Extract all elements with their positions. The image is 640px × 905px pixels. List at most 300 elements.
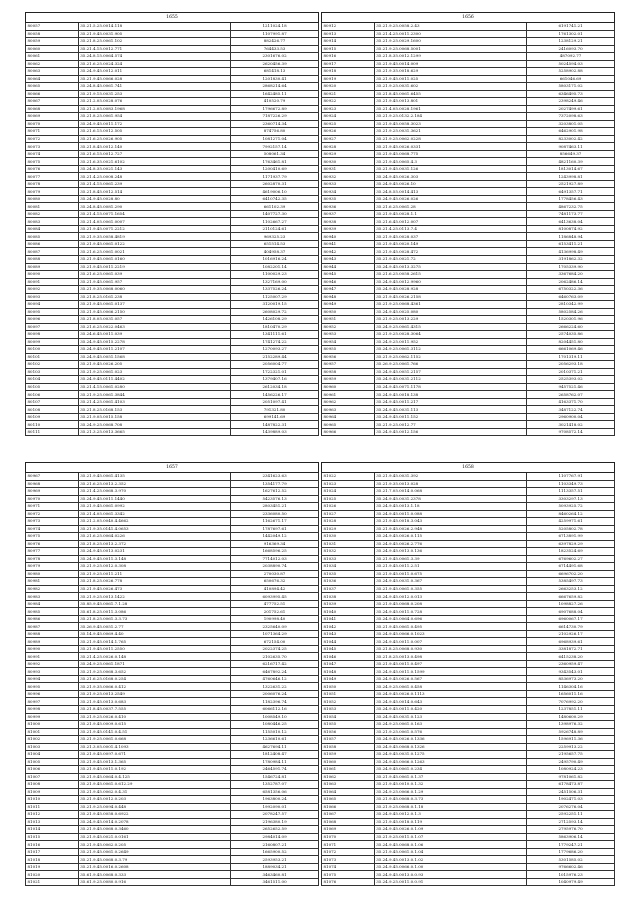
value-cell: 487092.77 — [527, 53, 615, 61]
row-number-cell: 80095 — [26, 308, 79, 316]
row-number-cell: 80938 — [322, 218, 375, 226]
cadastral-number-cell: 35.21.4.15.0061.0280 — [78, 383, 230, 391]
value-cell: 270030.87 — [231, 570, 319, 578]
cadastral-number-cell: 35.21.9.45.0021.0.0161 — [78, 833, 230, 841]
cadastral-number-cell: 35.21.2.05.0028.076 — [78, 98, 230, 106]
value-cell: 661046.69 — [527, 75, 615, 83]
value-cell: 6346495.73 — [527, 90, 615, 98]
value-cell: 882426.77 — [231, 38, 319, 46]
cadastral-number-cell: 35.24.9.45.0015.2278 — [78, 338, 230, 346]
value-cell: 1398976.32 — [527, 721, 615, 729]
row-number-cell: 80070 — [26, 120, 79, 128]
table-row — [26, 218, 319, 226]
value-cell: 2336080.50 — [231, 510, 319, 518]
value-cell: 2056293.18 — [527, 361, 615, 369]
cadastral-number-cell: 35.21.9.25.0031.3621 — [374, 128, 526, 136]
row-number-cell: 80926 — [322, 128, 375, 136]
value-cell: 7992157.14 — [231, 143, 319, 151]
table-row — [322, 105, 615, 113]
value-cell: 1705339.90 — [527, 263, 615, 271]
value-cell: 856649.37 — [527, 150, 615, 158]
value-cell: 1442049.12 — [231, 533, 319, 541]
cadastral-number-cell: 35.21.9.45.0026.0331 — [374, 143, 526, 151]
row-number-cell: 80917 — [322, 60, 375, 68]
cadastral-number-cell: 35.21.8.25.0013.2.372 — [78, 540, 230, 548]
row-number-cell: 80994 — [26, 675, 79, 683]
row-number-cell: 81062 — [322, 773, 375, 781]
value-cell: 1186848.94 — [527, 233, 615, 241]
value-cell: 1546724.81 — [231, 773, 319, 781]
row-number-cell: 81015 — [26, 833, 79, 841]
cadastral-number-cell: 35.21.9.45.0031.126 — [374, 165, 526, 173]
table-row — [26, 788, 319, 796]
cadastral-number-cell: 35.21.4.25.0068.3.970 — [78, 488, 230, 496]
table-header: 1655 — [26, 13, 319, 23]
table-row — [322, 766, 615, 774]
cadastral-number-cell: 35.21.9.45.0011.2.51 — [374, 563, 526, 571]
table-row — [26, 668, 319, 676]
cadastral-number-cell: 35.24.9.45.0064.0.696 — [374, 615, 526, 623]
value-cell: 2341623.63 — [231, 473, 319, 481]
cadastral-number-cell: 35.21.9.35.0018.629 — [374, 68, 526, 76]
table-row — [322, 473, 615, 481]
cadastral-number-cell: 35.21.9.25.0013.2549 — [78, 690, 230, 698]
cadastral-number-cell: 35.21.9.25.0068.4361 — [374, 301, 526, 309]
value-cell: 681418.13 — [231, 68, 319, 76]
cadastral-number-cell: 35.21.9.45.0028.472 — [374, 248, 526, 256]
row-number-cell: 80995 — [26, 683, 79, 691]
row-number-cell: 80072 — [26, 135, 79, 143]
table-row — [322, 23, 615, 31]
value-cell: 2398249.46 — [527, 98, 615, 106]
value-cell: 7481173.77 — [527, 210, 615, 218]
table-row — [26, 766, 319, 774]
row-number-cell: 80098 — [26, 331, 79, 339]
table-row — [26, 683, 319, 691]
value-cell: 1439889.03 — [231, 428, 319, 436]
cadastral-number-cell: 35.21.9.45.0068.0.3460 — [78, 826, 230, 834]
table-row — [322, 316, 615, 324]
row-number-cell: 80993 — [26, 668, 79, 676]
table-row — [26, 811, 319, 819]
value-cell: 508061.34 — [231, 150, 319, 158]
cadastral-number-cell: 35.21.9.45.0061.0992 — [78, 503, 230, 511]
table-row — [322, 803, 615, 811]
value-cell: 2525393.02 — [527, 376, 615, 384]
row-number-cell: 81053 — [322, 705, 375, 713]
row-number-cell: 81008 — [26, 781, 79, 789]
value-cell: 1100029.23 — [231, 271, 319, 279]
value-cell: 1520301.96 — [527, 316, 615, 324]
table-row — [26, 743, 319, 751]
row-number-cell: 81065 — [322, 796, 375, 804]
row-number-cell: 80093 — [26, 293, 79, 301]
table-row — [26, 225, 319, 233]
cadastral-number-cell: 35.21.9.45.0028.037 — [374, 233, 526, 241]
table-row — [322, 570, 615, 578]
value-cell: 1103349.73 — [527, 480, 615, 488]
row-number-cell: 80936 — [322, 203, 375, 211]
table-row — [322, 585, 615, 593]
row-number-cell: 80957 — [322, 361, 375, 369]
value-cell: 1379407.16 — [231, 376, 319, 384]
value-cell: 2416093.70 — [527, 45, 615, 53]
table-panel-2 — [321, 12, 615, 436]
table-row — [26, 713, 319, 721]
table-row — [322, 713, 615, 721]
table-row — [26, 158, 319, 166]
cadastral-number-cell: 35.21.9.25.0012.0.308 — [78, 563, 230, 571]
row-number-cell: 80955 — [322, 346, 375, 354]
value-cell: 4136998.49 — [527, 248, 615, 256]
row-number-cell: 80970 — [26, 495, 79, 503]
row-number-cell: 80100 — [26, 346, 79, 354]
cadastral-number-cell: 35.24.9.45.0031.2112 — [374, 376, 526, 384]
table-row — [26, 473, 319, 481]
row-number-cell: 81001 — [26, 728, 79, 736]
table-row — [322, 645, 615, 653]
value-cell: 4619006.10 — [231, 188, 319, 196]
cadastral-number-cell: 35.21.6.25.0022.0463 — [78, 323, 230, 331]
table-row — [26, 638, 319, 646]
cadastral-number-cell: 35.21.4.25.0026.0.148 — [78, 653, 230, 661]
cadastral-number-cell: 35.21.9.25.0012.77 — [374, 421, 526, 429]
row-number-cell: 80947 — [322, 286, 375, 294]
row-number-cell: 80985 — [26, 608, 79, 616]
row-number-cell: 80935 — [322, 195, 375, 203]
row-number-cell: 81011 — [26, 803, 79, 811]
cadastral-number-cell: 35.21.9.25.0094.0.448 — [78, 803, 230, 811]
row-number-cell: 80912 — [322, 23, 375, 31]
table-row — [322, 653, 615, 661]
table-row — [26, 841, 319, 849]
table-row — [26, 301, 319, 309]
table-row — [322, 871, 615, 879]
row-number-cell: 80103 — [26, 368, 79, 376]
value-cell: 2602870.31 — [231, 180, 319, 188]
value-cell: 201752.61 — [231, 608, 319, 616]
value-cell: 410894.42 — [231, 585, 319, 593]
row-number-cell: 80942 — [322, 248, 375, 256]
table-row — [322, 728, 615, 736]
cadastral-number-cell: 35.21.4.05.0028.1961 — [374, 105, 526, 113]
value-cell: 1107991.87 — [231, 30, 319, 38]
value-cell: 2160807.21 — [231, 841, 319, 849]
table-row — [322, 361, 615, 369]
table-row — [322, 826, 615, 834]
cadastral-number-cell: 35.21.6.25.0013.2.352 — [78, 480, 230, 488]
cadastral-number-cell: 35.21.9.25.0061.3844 — [78, 391, 230, 399]
value-cell: 2658762.07 — [527, 391, 615, 399]
value-cell: 5385497.73 — [527, 578, 615, 586]
value-cell: 3303297.13 — [527, 495, 615, 503]
table-row — [26, 316, 319, 324]
row-number-cell: 80954 — [322, 338, 375, 346]
cadastral-number-cell: 35.21.2.05.0083.1968 — [78, 105, 230, 113]
value-cell: 1098827.26 — [527, 600, 615, 608]
value-cell: 9708572.14 — [527, 428, 615, 436]
value-cell: 3367684.20 — [527, 271, 615, 279]
row-number-cell: 81007 — [26, 773, 79, 781]
value-cell: 1796672.89 — [231, 105, 319, 113]
row-number-cell: 80983 — [26, 593, 79, 601]
cadastral-number-cell: 35.24.9.45.0012.156 — [374, 428, 526, 436]
data-table — [321, 462, 615, 886]
cadastral-number-cell: 35.21.9.35.0013.028 — [374, 480, 526, 488]
table-row — [322, 593, 615, 601]
row-number-cell: 80979 — [26, 563, 79, 571]
table-row — [26, 833, 319, 841]
row-number-cell: 81031 — [322, 540, 375, 548]
table-row — [322, 158, 615, 166]
row-number-cell: 80094 — [26, 301, 79, 309]
table-row — [322, 240, 615, 248]
table-row — [322, 841, 615, 849]
row-number-cell: 80075 — [26, 158, 79, 166]
cadastral-number-cell: 35.21.9.45.0026.2158 — [374, 293, 526, 301]
row-number-cell: 81022 — [322, 473, 375, 481]
cadastral-number-cell: 35.21.9.25.0068.0.1.18 — [374, 803, 526, 811]
row-number-cell: 81048 — [322, 668, 375, 676]
cadastral-number-cell: 35.24.8.45.0061.741 — [78, 83, 230, 91]
row-number-cell: 80991 — [26, 653, 79, 661]
value-cell: 7714012.03 — [231, 555, 319, 563]
table-row — [322, 331, 615, 339]
row-number-cell: 81030 — [322, 533, 375, 541]
cadastral-number-cell: 35.21.9.25.0061.023 — [78, 368, 230, 376]
row-number-cell: 80958 — [322, 368, 375, 376]
value-cell: 6960067.17 — [527, 615, 615, 623]
value-cell: 8233002.42 — [527, 135, 615, 143]
table-row — [322, 788, 615, 796]
row-number-cell: 81005 — [26, 758, 79, 766]
value-cell: 6614730.79 — [527, 623, 615, 631]
cadastral-number-cell: 35.24.9.45.0013.0231 — [78, 548, 230, 556]
value-cell: 6661069.46 — [527, 346, 615, 354]
cadastral-number-cell: 35.21.9.45.0018.3.043 — [374, 518, 526, 526]
value-cell: 8536973.20 — [527, 675, 615, 683]
cadastral-number-cell: 35.21.9.35.0066.0.412 — [78, 683, 230, 691]
cadastral-number-cell: 35.21.8.45.0012.514 — [78, 188, 230, 196]
value-cell: 1237851.11 — [527, 705, 615, 713]
table-row — [26, 540, 319, 548]
cadastral-number-cell: 35.21.4.15.0012.771 — [78, 45, 230, 53]
row-number-cell: 80946 — [322, 278, 375, 286]
cadastral-number-cell: 35.21.9.25.0029.1600 — [374, 38, 526, 46]
cadastral-number-cell: 35.21.6.15.0012.727 — [78, 150, 230, 158]
cadastral-number-cell: 35.24.9.45.0026.10 — [374, 180, 526, 188]
row-number-cell: 80965 — [322, 421, 375, 429]
table-row — [26, 105, 319, 113]
row-number-cell: 81016 — [26, 841, 79, 849]
row-number-cell: 81047 — [322, 660, 375, 668]
table-row — [322, 368, 615, 376]
table-row — [322, 675, 615, 683]
value-cell: 6968939.61 — [527, 638, 615, 646]
cadastral-number-cell: 35.21.4.25.0011.2300 — [374, 30, 526, 38]
value-cell: 2259913.22 — [527, 743, 615, 751]
row-number-cell: 80966 — [322, 428, 375, 436]
row-number-cell: 81055 — [322, 721, 375, 729]
value-cell: 5258902.88 — [527, 68, 615, 76]
table-row — [26, 165, 319, 173]
cadastral-number-cell: 35.21.9.45.0016.0.2608 — [78, 863, 230, 871]
table-row — [26, 376, 319, 384]
value-cell: 6696702.20 — [527, 570, 615, 578]
table-row — [322, 533, 615, 541]
value-cell: 2810342.99 — [527, 301, 615, 309]
row-number-cell: 81025 — [322, 495, 375, 503]
value-cell: 2051097.41 — [231, 398, 319, 406]
table-row — [26, 38, 319, 46]
value-cell: 5926748.89 — [527, 728, 615, 736]
cadastral-number-cell: 35.21.9.45.0014.009 — [374, 60, 526, 68]
value-cell: 2325640.09 — [231, 623, 319, 631]
table-row — [26, 495, 319, 503]
row-number-cell: 80088 — [26, 255, 79, 263]
table-row — [322, 863, 615, 871]
row-number-cell: 80950 — [322, 308, 375, 316]
table-row — [26, 660, 319, 668]
table-row — [322, 721, 615, 729]
table-row — [26, 428, 319, 436]
cadastral-number-cell: 35.21.9.45.0064.0.4.125 — [78, 773, 230, 781]
value-cell: 6581356.06 — [231, 788, 319, 796]
row-number-cell: 81017 — [26, 848, 79, 856]
table-row — [322, 758, 615, 766]
value-cell: 5024594.03 — [527, 60, 615, 68]
row-number-cell: 80990 — [26, 645, 79, 653]
value-cell: 1337526.24 — [231, 286, 319, 294]
table-row — [26, 593, 319, 601]
row-number-cell: 80111 — [26, 428, 79, 436]
value-cell: 2196380.19 — [231, 818, 319, 826]
table-row — [26, 871, 319, 879]
data-table — [25, 462, 319, 886]
table-row — [322, 480, 615, 488]
cadastral-number-cell: 35.24.9.45.0051.2157 — [374, 368, 526, 376]
row-number-cell: 80065 — [26, 83, 79, 91]
value-cell: 2521927.89 — [527, 180, 615, 188]
value-cell: 1741274.22 — [231, 338, 319, 346]
table-header: 1658 — [322, 463, 615, 473]
row-number-cell: 80073 — [26, 143, 79, 151]
value-cell: 1102667.27 — [231, 218, 319, 226]
row-number-cell: 80921 — [322, 90, 375, 98]
table-row — [26, 480, 319, 488]
value-cell: 6462901.98 — [527, 128, 615, 136]
cadastral-number-cell: 35.24.9.45.0026.0.567 — [374, 675, 526, 683]
row-number-cell: 81010 — [26, 796, 79, 804]
value-cell: 2712593.14 — [527, 818, 615, 826]
cadastral-number-cell: 35.21.9.45.0018.0.119 — [374, 818, 526, 826]
cadastral-number-cell: 35.24.9.45.0031.0.367 — [374, 578, 526, 586]
cadastral-number-cell: 35.21.9.25.0068.5001 — [374, 45, 526, 53]
row-number-cell: 81042 — [322, 623, 375, 631]
value-cell: 4867232.75 — [527, 203, 615, 211]
value-cell: 2360714.34 — [231, 120, 319, 128]
table-row — [322, 421, 615, 429]
table-row — [322, 510, 615, 518]
cadastral-number-cell: 35.21.8.25.0061.954 — [78, 113, 230, 121]
value-cell: 2152289.44 — [231, 353, 319, 361]
value-cell: 1182396.74 — [231, 698, 319, 706]
value-cell: 6491357.71 — [527, 188, 615, 196]
cadastral-number-cell: 35.24.9.45.0014.0.643 — [374, 698, 526, 706]
value-cell: 2620456.39 — [231, 60, 319, 68]
value-cell: 3120019.15 — [231, 301, 319, 309]
table-row — [26, 736, 319, 744]
row-number-cell: 80069 — [26, 113, 79, 121]
row-number-cell: 80068 — [26, 105, 79, 113]
cadastral-number-cell: 35.21.9.45.0061.0.355 — [374, 585, 526, 593]
cadastral-number-cell: 35.21.9.45.0061.0.2649 — [78, 848, 230, 856]
cadastral-number-cell: 35.61.9.45.0068.0.333 — [78, 871, 230, 879]
cadastral-number-cell: 35.21.6.25.0026.905 — [78, 135, 230, 143]
value-cell: 9087463.11 — [527, 143, 615, 151]
value-cell: 5423576.13 — [231, 495, 319, 503]
table-row — [26, 773, 319, 781]
table-row — [26, 346, 319, 354]
table-row — [26, 278, 319, 286]
table-panel-3 — [25, 462, 319, 886]
value-cell: 2574035.86 — [527, 331, 615, 339]
cadastral-number-cell: 35.21.9.45.0014.1.765 — [78, 638, 230, 646]
table-row — [26, 698, 319, 706]
table-row — [322, 398, 615, 406]
table-row — [322, 225, 615, 233]
cadastral-number-cell: 35.24.9.45.0068.0.1.06 — [374, 841, 526, 849]
cadastral-number-cell: 35.24.9.25.0061.0.458 — [374, 683, 526, 691]
row-number-cell: 80086 — [26, 240, 79, 248]
row-number-cell: 81029 — [322, 525, 375, 533]
row-number-cell: 80110 — [26, 421, 79, 429]
row-number-cell: 80109 — [26, 413, 79, 421]
value-cell: 6415238.20 — [527, 653, 615, 661]
row-number-cell: 80973 — [26, 518, 79, 526]
cadastral-number-cell: 35.14.9.45.0069.4.40 — [78, 630, 230, 638]
value-cell: 5863906.14 — [527, 833, 615, 841]
row-number-cell: 80078 — [26, 180, 79, 188]
cadastral-number-cell: 35.24.9.45.0031.113 — [374, 406, 526, 414]
row-number-cell: 80081 — [26, 203, 79, 211]
row-number-cell: 81000 — [26, 721, 79, 729]
table-panel-4 — [321, 462, 615, 886]
cadastral-number-cell: 35.21.9.45.0013.1.365 — [78, 758, 230, 766]
table-row — [322, 751, 615, 759]
value-cell: 1812408.47 — [231, 751, 319, 759]
cadastral-number-cell: 35.21.9.45.0021.72 — [374, 255, 526, 263]
table-row — [322, 818, 615, 826]
row-number-cell: 81028 — [322, 518, 375, 526]
cadastral-number-cell: 35.21.9.25.0062.1152 — [374, 353, 526, 361]
value-cell: 1701319.11 — [527, 353, 615, 361]
table-row — [26, 263, 319, 271]
cadastral-number-cell: 35.21.8.45.0012.140 — [78, 143, 230, 151]
row-number-cell: 81058 — [322, 743, 375, 751]
value-cell: 3381872.71 — [527, 645, 615, 653]
value-cell: 5803171.02 — [527, 83, 615, 91]
cadastral-number-cell: 35.21.9.45.0009.0.615 — [78, 721, 230, 729]
row-number-cell: 81052 — [322, 698, 375, 706]
cadastral-number-cell: 35.21.7.05.0014.0.068 — [374, 488, 526, 496]
table-row — [26, 188, 319, 196]
value-cell: 6667659.82 — [527, 593, 615, 601]
cadastral-number-cell: 35.21.9.45.0011.0.675 — [374, 570, 526, 578]
table-row — [322, 301, 615, 309]
table-row — [322, 811, 615, 819]
value-cell: 1080924.23 — [527, 766, 615, 774]
